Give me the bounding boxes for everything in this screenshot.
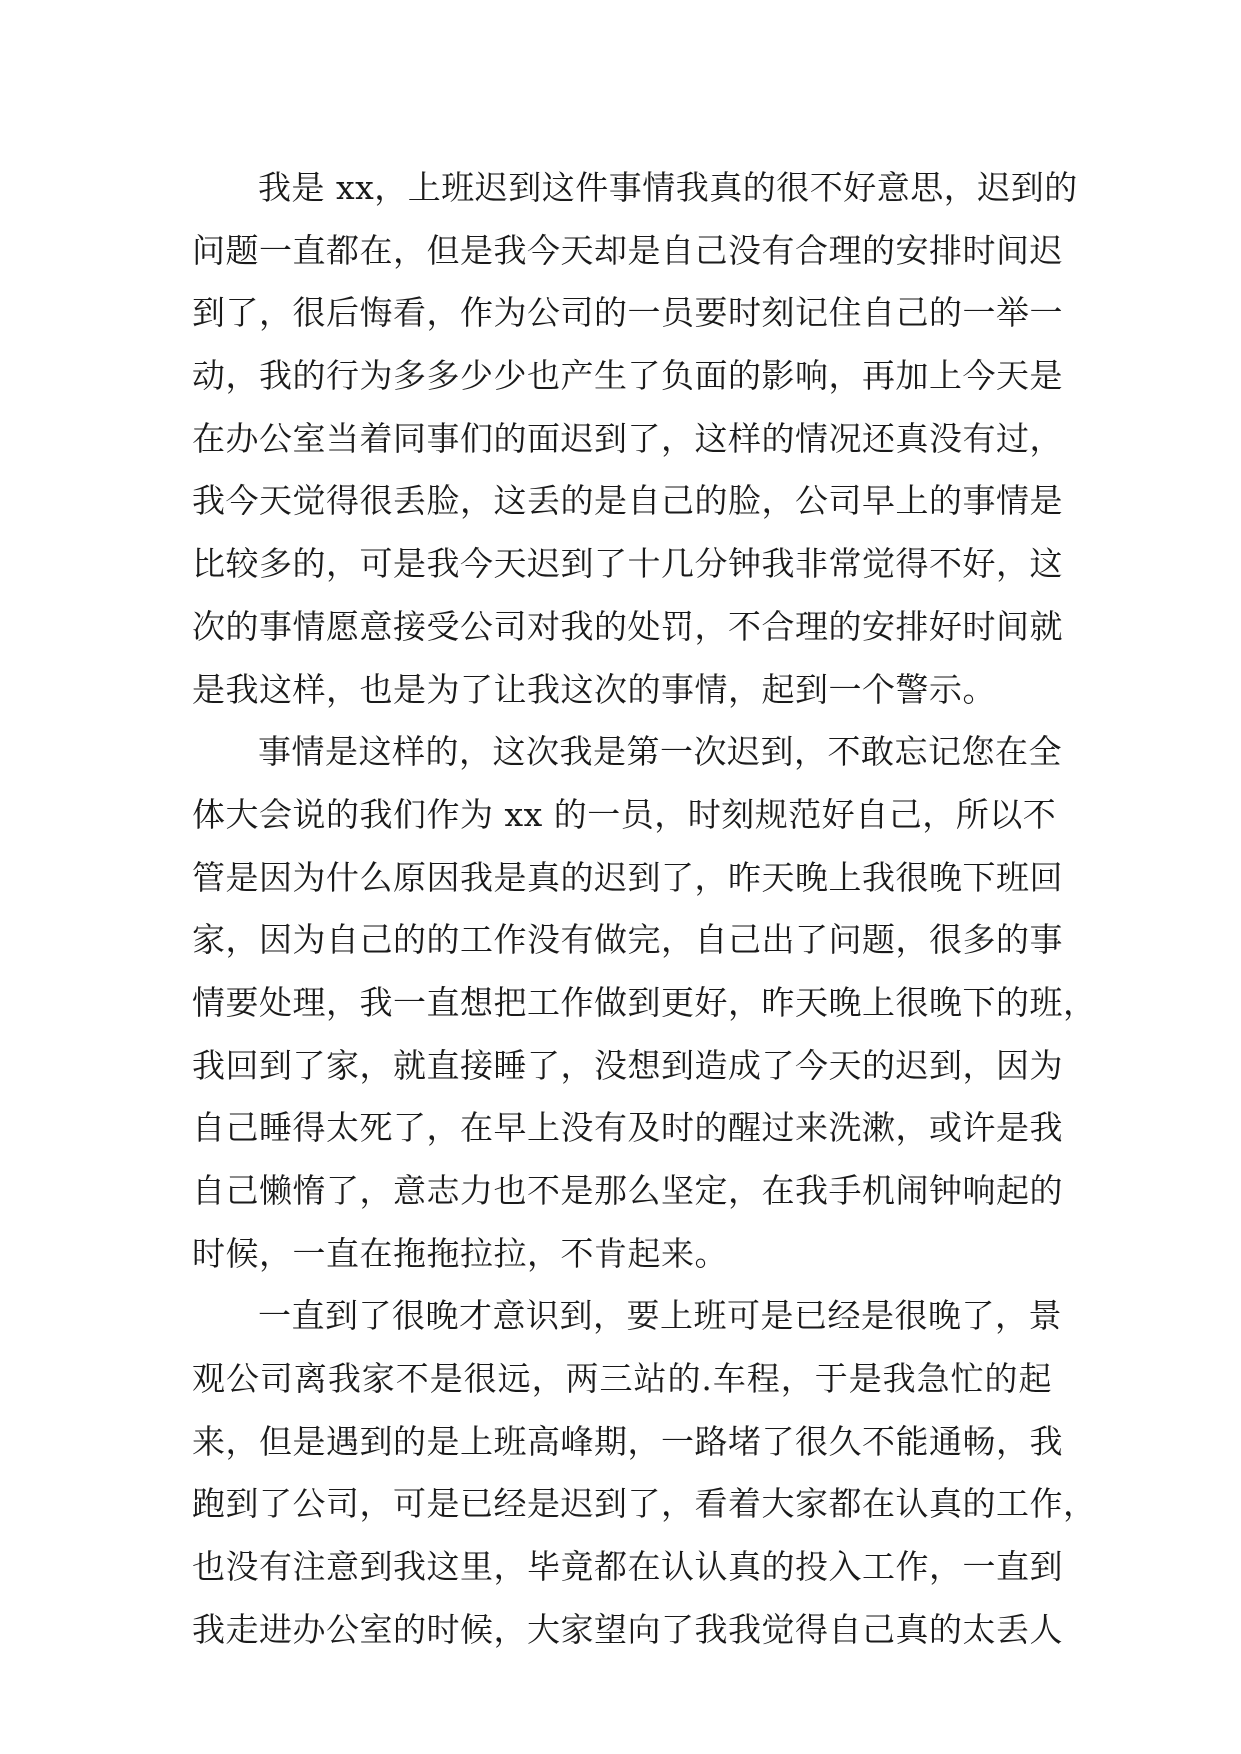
- text-line: 来，但是遇到的是上班高峰期，一路堵了很久不能通畅，我: [192, 1421, 1063, 1461]
- text-line: 自己睡得太死了，在早上没有及时的醒过来洗漱，或许是我: [192, 1108, 1063, 1148]
- text-line: 跑到了公司，可是已经是迟到了，看着大家都在认真的工作，: [192, 1484, 1097, 1524]
- text-line: 也没有注意到我这里，毕竟都在认认真的投入工作，一直到: [192, 1547, 1063, 1587]
- text-line: 情要处理，我一直想把工作做到更好，昨天晚上很晚下的班，: [192, 982, 1097, 1022]
- text-line: 比较多的，可是我今天迟到了十几分钟我非常觉得不好，这: [192, 544, 1063, 584]
- text-line: 我是 xx，上班迟到这件事情我真的很不好意思，迟到的: [258, 168, 1078, 207]
- text-line: 动，我的行为多多少少也产生了负面的影响，再加上今天是: [192, 356, 1063, 396]
- text-line: 次的事情愿意接受公司对我的处罚，不合理的安排好时间就: [192, 606, 1063, 646]
- text-line: 我走进办公室的时候，大家望向了我我觉得自己真的太丢人: [192, 1609, 1063, 1649]
- text-line: 在办公室当着同事们的面迟到了，这样的情况还真没有过，: [192, 418, 1063, 458]
- text-line: 观公司离我家不是很远，两三站的.车程，于是我急忙的起: [192, 1359, 1052, 1399]
- document-body: [192, 157, 1097, 1662]
- text-line: 问题一直都在，但是我今天却是自己没有合理的安排时间迟: [192, 230, 1063, 270]
- paragraph-3: [192, 1285, 1097, 1661]
- text-line: 家，因为自己的的工作没有做完，自己出了问题，很多的事: [192, 920, 1063, 960]
- text-line: 自己懒惰了，意志力也不是那么坚定，在我手机闹钟响起的: [192, 1171, 1063, 1210]
- text-line: 管是因为什么原因我是真的迟到了，昨天晚上我很晚下班回: [192, 857, 1063, 897]
- text-line: 我回到了家，就直接睡了，没想到造成了今天的迟到，因为: [192, 1045, 1063, 1085]
- text-line: 时候，一直在拖拖拉拉，不肯起来。: [192, 1233, 728, 1273]
- text-line: 一直到了很晚才意识到，要上班可是已经是很晚了，景: [258, 1296, 1062, 1336]
- text-line: 是我这样，也是为了让我这次的事情，起到一个警示。: [192, 669, 996, 709]
- text-line: 到了，很后悔看，作为公司的一员要时刻记住自己的一举一: [192, 293, 1063, 333]
- text-line: 体大会说的我们作为 xx 的一员，时刻规范好自己，所以不: [192, 794, 1057, 834]
- text-line: 事情是这样的，这次我是第一次迟到，不敢忘记您在全: [258, 732, 1062, 772]
- paragraph-2: [192, 721, 1097, 1285]
- text-line: 我今天觉得很丢脸，这丢的是自己的脸，公司早上的事情是: [192, 481, 1063, 521]
- paragraph-1: [192, 157, 1078, 721]
